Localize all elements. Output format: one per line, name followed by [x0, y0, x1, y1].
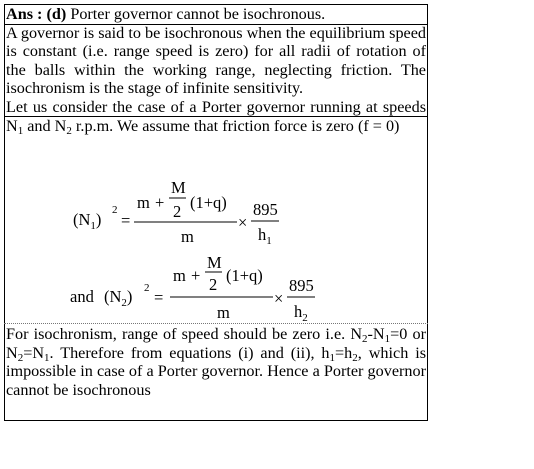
- intro-part: and N: [23, 116, 67, 135]
- conclusion-part: =N: [23, 343, 45, 362]
- equation-1: [0, 175, 330, 250]
- eq2-lhs: $(N_2)$: [104, 287, 133, 309]
- conclusion-part: , which is impossible in case of a Porter governor. Hence a Porter governor cannot be isochronous: [6, 343, 426, 399]
- subscript: 2: [362, 333, 368, 345]
- eq2-equals: =: [154, 288, 164, 307]
- definition-text: A governor is said to be isochronous when the equilibrium speed is constant (i.e. range speed is zero) for all radii of rotation of the balls within the working range, neglecting friction. The isochronism is the stage of infinite sensitivity.: [6, 23, 426, 98]
- eq1-times: ×: [238, 213, 248, 232]
- eq1-m: m: [137, 193, 150, 212]
- conclusion-part: -N: [367, 325, 385, 343]
- conclusion-part: =0 or N: [6, 325, 426, 362]
- eq2-times: ×: [274, 289, 284, 308]
- eq2-two: 2: [209, 275, 218, 294]
- eq2-plus: +: [191, 266, 201, 285]
- answer-text: [6, 5, 426, 135]
- eq1-equals: =: [121, 211, 131, 230]
- subscript: 1: [384, 333, 391, 345]
- conclusion-part: For isochronism, range of speed should be zero i.e. N: [6, 325, 363, 343]
- eq2-power: 2: [144, 282, 150, 294]
- intro-part: r.p.m. We assume that friction force is zero (f = 0): [71, 116, 400, 135]
- eq1-plus: +: [155, 193, 165, 212]
- eq1-two: 2: [173, 202, 182, 221]
- eq1-capital-m: M: [171, 178, 186, 197]
- answer-label: Ans : (d): [6, 5, 67, 23]
- eq1-lhs: $(N_1)$: [73, 210, 102, 232]
- conclusion-text: [6, 325, 426, 399]
- eq2-prefix: and: [70, 287, 94, 306]
- eq2-capital-m: M: [207, 253, 222, 272]
- eq1-power: 2: [112, 204, 118, 216]
- eq1-paren: (1+q): [190, 193, 227, 212]
- conclusion-part: =h: [335, 343, 353, 362]
- eq2-denominator: m: [217, 303, 230, 322]
- eq1-h: $h_1$: [258, 225, 272, 247]
- eq2-paren: (1+q): [226, 266, 263, 285]
- eq2-m: m: [173, 266, 186, 285]
- answer-statement: Porter governor cannot be isochronous.: [66, 5, 326, 23]
- subscript: 2: [352, 351, 358, 364]
- subscript: 1: [329, 351, 336, 364]
- intro-part: Let us consider the case of a Porter governor running at speeds N: [6, 97, 426, 135]
- eq2-895: 895: [289, 276, 314, 295]
- eq1-denominator: m: [181, 227, 194, 246]
- intro-text: [6, 98, 426, 135]
- subscript: 1: [44, 351, 50, 364]
- subscript: 2: [17, 351, 24, 364]
- equation-2: [0, 252, 330, 327]
- divider: [427, 24, 428, 116]
- subscript: 2: [66, 124, 72, 137]
- subscript: 1: [17, 124, 24, 137]
- eq1-895: 895: [253, 200, 278, 219]
- eq2-h: $h_2$: [294, 302, 308, 324]
- conclusion-part: . Therefore from equations (i) and (ii), h: [49, 343, 330, 362]
